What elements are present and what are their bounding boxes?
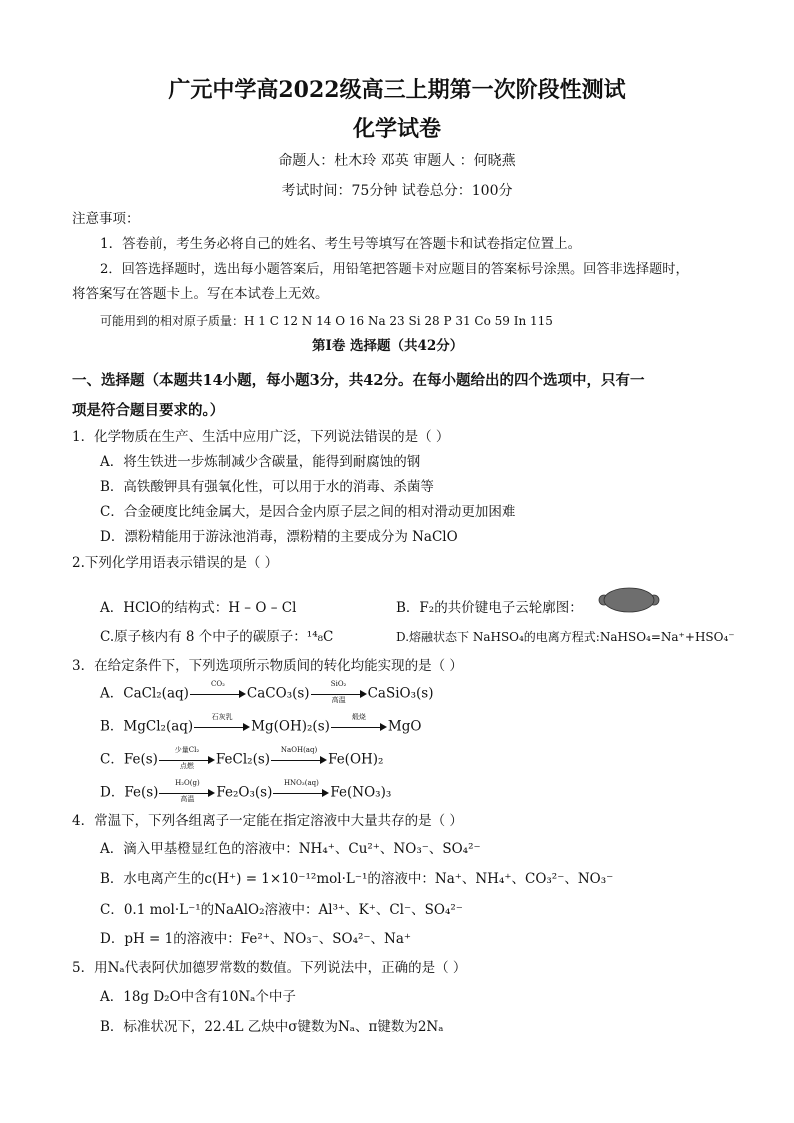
- q2-stem: 2.下列化学用语表示错误的是（ ）: [72, 555, 279, 571]
- q4-option-c: C．0.1 mol·L⁻¹的NaAlO₂溶液中：Al³⁺、K⁺、Cl⁻、SO₄²⁻: [100, 902, 463, 918]
- q3-b-intermediate: Mg(OH)₂(s): [251, 718, 330, 735]
- q3-stem: 3．在给定条件下，下列选项所示物质间的转化均能实现的是（ ）: [72, 658, 463, 674]
- q2-option-c: C.原子核内有 8 个中子的碳原子：¹⁴₈C: [100, 629, 334, 645]
- q3-option-a: [100, 680, 434, 704]
- q1-stem: 1．化学物质在生产、生活中应用广泛，下列说法错误的是（ ）: [72, 429, 450, 445]
- q3-a-product: CaSiO₃(s): [367, 685, 434, 702]
- exam-authors: 命题人：杜木玲 邓英 审题人 ：何晓燕: [278, 153, 516, 169]
- reaction-arrow: HNO₃(aq): [273, 786, 329, 800]
- q3-b-reactant: B．MgCl₂(aq): [100, 718, 194, 735]
- q1-option-d: D．漂粉精能用于游泳池消毒，漂粉精的主要成分为 NaClO: [100, 529, 458, 545]
- q5-stem: 5．用Nₐ代表阿伏加德罗常数的数值。下列说法中，正确的是（ ）: [72, 960, 467, 976]
- q3-d-product: Fe(NO₃)₃: [330, 784, 392, 801]
- notice-item-2-cont: 将答案写在答题卡上。写在本试卷上无效。: [72, 286, 329, 302]
- reaction-arrow: H₂O(g) 高温: [159, 786, 215, 800]
- q3-option-d: [100, 779, 392, 803]
- q4-option-a: A．滴入甲基橙显红色的溶液中：NH₄⁺、Cu²⁺、NO₃⁻、SO₄²⁻: [100, 841, 481, 857]
- f2-electron-cloud-diagram: [598, 586, 660, 614]
- q3-c-intermediate: FeCl₂(s): [215, 751, 271, 768]
- exam-info: 考试时间：75分钟 试卷总分：100分: [281, 183, 513, 199]
- notice-item-1: 1．答卷前，考生务必将自己的姓名、考生号等填写在答题卡和试卷指定位置上。: [100, 236, 582, 252]
- q3-a-reactant: A．CaCl₂(aq): [100, 685, 189, 702]
- q2-option-a: A．HClO的结构式：H – O – Cl: [100, 600, 297, 616]
- reaction-arrow: NaOH(aq): [271, 753, 327, 767]
- q3-c-product: Fe(OH)₂: [328, 751, 384, 768]
- reaction-arrow: CO₂: [190, 687, 246, 701]
- notice-heading: 注意事项：: [72, 211, 140, 227]
- q3-option-b: [100, 713, 422, 735]
- section-heading: 一、选择题（本题共14小题，每小题3分，共42分。在每小题给出的四个选项中，只有一: [72, 372, 645, 389]
- exam-subtitle: 化学试卷: [352, 116, 441, 142]
- exam-title: 广元中学高2022级高三上期第一次阶段性测试: [168, 77, 626, 103]
- q4-stem: 4．常温下，下列各组离子一定能在指定溶液中大量共存的是（ ）: [72, 813, 463, 829]
- reaction-arrow: 煅烧: [331, 720, 387, 734]
- q1-option-c: C．合金硬度比纯金属大，是因合金内原子层之间的相对滑动更加困难: [100, 504, 516, 520]
- q3-a-intermediate: CaCO₃(s): [246, 685, 310, 702]
- q3-option-c: [100, 746, 384, 770]
- reaction-arrow: 石灰乳: [194, 720, 250, 734]
- q2-option-d: D.熔融状态下 NaHSO₄的电离方程式:NaHSO₄=Na⁺+HSO₄⁻: [396, 630, 735, 644]
- q2-option-b: B．F₂的共价键电子云轮廓图：: [396, 600, 583, 616]
- q3-d-reactant: D．Fe(s): [100, 784, 159, 801]
- q4-option-b: B．水电离产生的c(H⁺) = 1×10⁻¹²mol·L⁻¹的溶液中：Na⁺、NH₄⁺、CO₃²⁻、NO₃⁻: [100, 871, 614, 887]
- q1-option-a: A．将生铁进一步炼制减少含碳量，能得到耐腐蚀的钢: [100, 454, 421, 470]
- q5-option-b: B．标准状况下，22.4L 乙炔中σ键数为Nₐ、π键数为2Nₐ: [100, 1019, 444, 1035]
- part1-title: 第Ⅰ卷 选择题（共42分）: [312, 338, 464, 354]
- q3-c-reactant: C．Fe(s): [100, 751, 158, 768]
- q3-d-intermediate: Fe₂O₃(s): [216, 784, 273, 801]
- reaction-arrow: 少量Cl₂ 点燃: [159, 753, 215, 767]
- section-heading-cont: 项是符合题目要求的。）: [72, 402, 225, 419]
- atomic-masses: 可能用到的相对原子质量：H 1 C 12 N 14 O 16 Na 23 Si 28 P 31 Co 59 In 115: [100, 314, 553, 328]
- q3-b-product: MgO: [387, 718, 422, 735]
- q4-option-d: D．pH = 1的溶液中：Fe²⁺、NO₃⁻、SO₄²⁻、Na⁺: [100, 931, 412, 947]
- reaction-arrow: SiO₂ 高温: [311, 687, 367, 701]
- q5-option-a: A．18g D₂O中含有10Nₐ个中子: [100, 989, 296, 1005]
- q1-option-b: B．高铁酸钾具有强氧化性，可以用于水的消毒、杀菌等: [100, 479, 434, 495]
- notice-item-2: 2．回答选择题时，选出每小题答案后，用铅笔把答题卡对应题目的答案标号涂黑。回答非选择题时，: [100, 262, 689, 277]
